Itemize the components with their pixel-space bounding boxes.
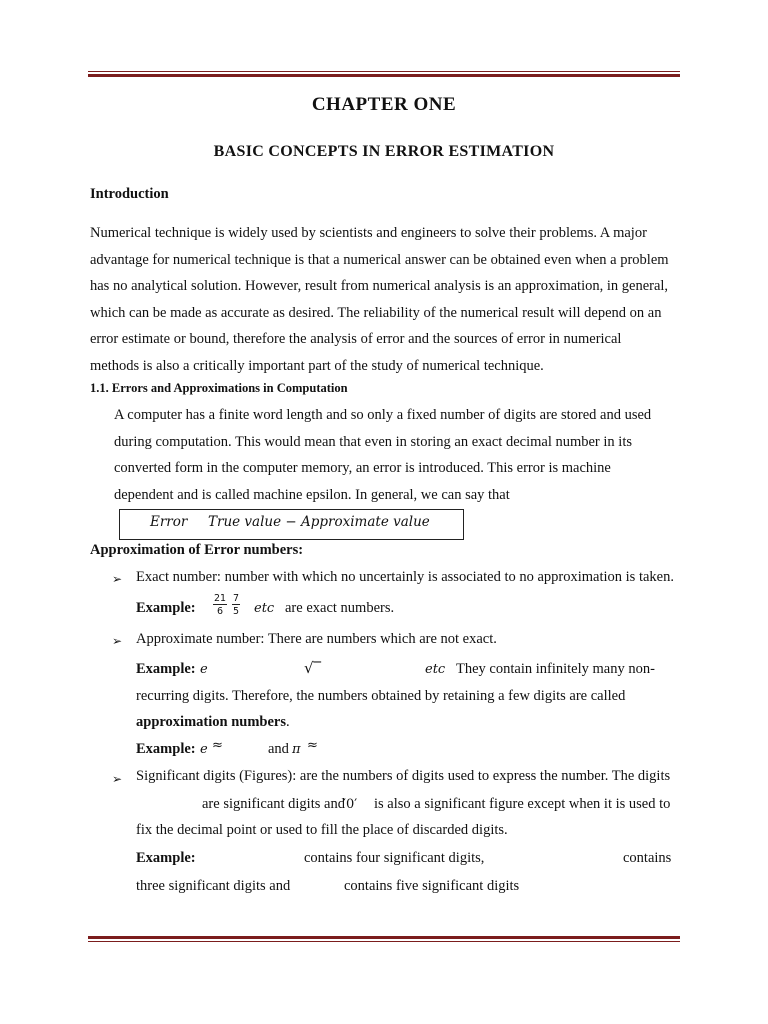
zero-symbol: ′0′: [343, 797, 358, 812]
approximation-numbers-line: [136, 714, 290, 731]
approximate-example2-label: Example:: [136, 741, 196, 757]
intro-line: Numerical technique is widely used by scientists and engineers to solve their problems. A major: [90, 225, 647, 241]
pi-symbol: π: [292, 742, 301, 757]
approx-symbol-2: ≈: [307, 738, 318, 753]
three-digits-text: three significant digits and: [136, 878, 291, 894]
fraction-21-6: $\frac{21}{6}$: [214, 593, 227, 617]
significant-line1: Significant digits (Figures): are the numbers of digits used to express the number. The digits: [136, 768, 671, 784]
fraction-7-5: $\frac{7}{5}$: [233, 593, 240, 617]
contains-text: contains: [623, 850, 672, 866]
intro-line: has no analytical solution. However, result from numerical analysis is an approximation, in general,: [90, 278, 669, 294]
intro-line: methods is also a critically important part of the study of numerical technique.: [90, 357, 544, 374]
section-paragraph: [114, 402, 651, 508]
exact-etc: etc: [254, 601, 275, 616]
euler-e-2: e: [200, 742, 208, 757]
approx-symbol: ≈: [212, 738, 223, 753]
exact-example-label: Example:: [136, 600, 196, 616]
bullet-arrow-icon: ➢: [112, 772, 123, 786]
sqrt-symbol: √‾: [304, 659, 322, 677]
error-formula-box: [119, 509, 464, 540]
formula-lhs: Error: [150, 514, 188, 530]
formula-rhs: True value − Approximate value: [208, 514, 430, 530]
approximate-line2: recurring digits. Therefore, the numbers obtained by retaining a few digits are called: [136, 688, 626, 704]
bullet-arrow-icon: ➢: [112, 634, 123, 648]
significant-line2-mid: are significant digits and: [202, 796, 345, 812]
intro-line: which can be made as accurate as desired. The reliability of the numerical result will depend on an: [90, 304, 662, 321]
chapter-subtitle: BASIC CONCEPTS IN ERROR ESTIMATION: [213, 143, 555, 160]
exact-tail: are exact numbers.: [285, 600, 395, 616]
section-line: A computer has a finite word length and so only a fixed number of digits are stored and used: [114, 407, 652, 423]
approximate-example-label: Example:: [136, 661, 196, 677]
significant-example-label: Example:: [136, 850, 196, 866]
significant-line3: fix the decimal point or used to fill the place of discarded digits.: [136, 822, 508, 838]
bottom-rule: [88, 936, 680, 942]
section-heading-1-1: 1.1. Errors and Approximations in Computation: [90, 381, 348, 395]
and-text: and: [268, 741, 289, 757]
approximate-number-text: Approximate number: There are numbers which are not exact.: [136, 631, 497, 647]
approximation-numbers-term: approximation numbers: [136, 714, 286, 730]
intro-heading: Introduction: [90, 186, 169, 202]
four-digits-text: contains four significant digits,: [304, 850, 485, 866]
intro-line: error estimate or bound, therefore the analysis of error and the sources of error in numerical: [90, 331, 622, 347]
intro-line: advantage for numerical technique is that a numerical answer can be obtained even when a problem: [90, 251, 669, 268]
exact-number-text: Exact number: number with which no uncertainly is associated to no approximation is taken.: [136, 569, 674, 585]
section-line: converted form in the computer memory, an error is introduced. This error is machine: [114, 460, 611, 476]
significant-line2-tail: is also a significant figure except when it is used to: [374, 796, 671, 812]
approximation-heading: Approximation of Error numbers:: [90, 542, 304, 558]
approximate-line1-tail: They contain infinitely many non-: [456, 661, 655, 677]
euler-e: e: [200, 662, 208, 677]
period: .: [286, 714, 290, 730]
section-line: during computation. This would mean that even in storing an exact decimal number in its: [114, 433, 632, 450]
top-rule: [88, 71, 680, 77]
intro-paragraph: [90, 220, 669, 379]
section-line: dependent and is called machine epsilon. In general, we can say that: [114, 486, 510, 503]
page-title: CHAPTER ONE: [311, 94, 457, 115]
approximate-etc: etc: [425, 662, 446, 677]
five-digits-text: contains five significant digits: [344, 878, 520, 894]
bullet-arrow-icon: ➢: [112, 572, 123, 586]
